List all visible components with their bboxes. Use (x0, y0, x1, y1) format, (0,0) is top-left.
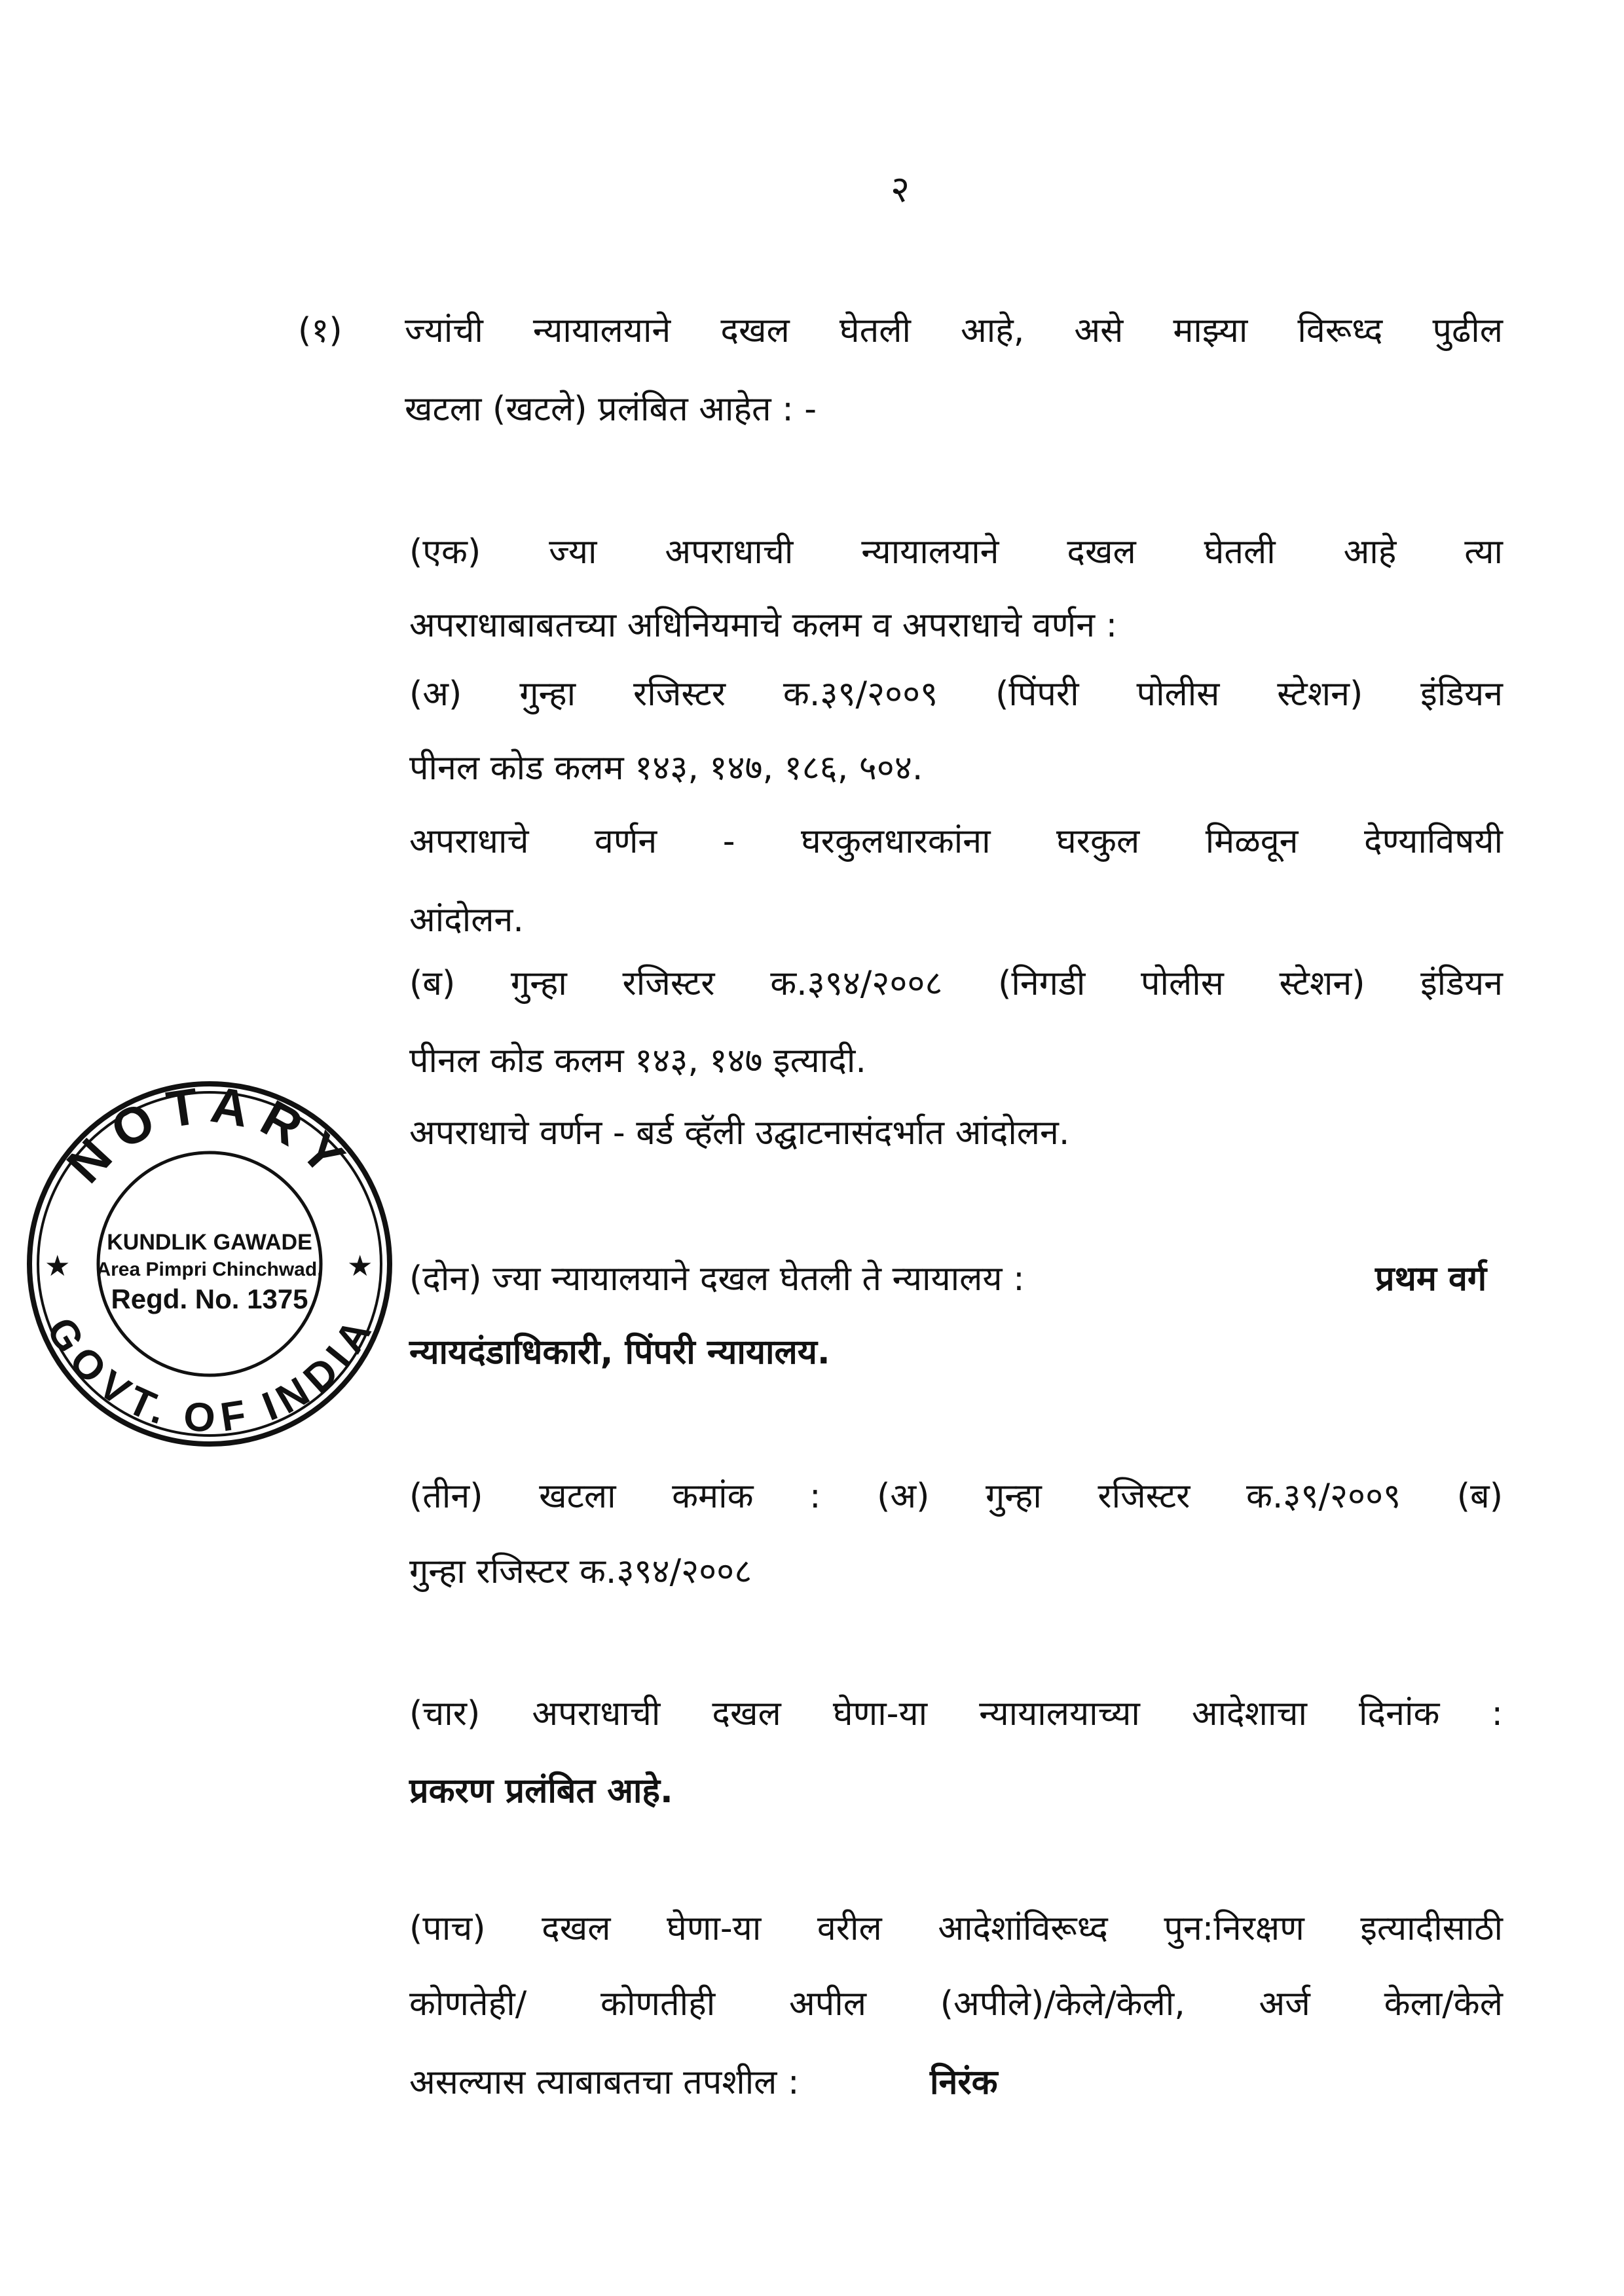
stamp-bottom-text: GOVT. OF INDIA (37, 1310, 382, 1441)
section-line: खटला (खटले) प्रलंबित आहेत : - (405, 390, 817, 429)
notary-stamp (20, 1074, 399, 1454)
item-line: (चार) अपराधाची दखल घेणा-या न्यायालयाच्या आदेशाचा दिनांक : (409, 1694, 1503, 1733)
item-line-bold: न्यायदंडाधिकारी, पिंपरी न्यायालय. (409, 1333, 830, 1372)
stamp-top-text: NOTARY (55, 1075, 364, 1194)
item-line: (दोन) ज्या न्यायालयाने दखल घेतली ते न्यायालय : (409, 1259, 1025, 1299)
item-line: (तीन) खटला कमांक : (अ) गुन्हा रजिस्टर क.३९/२००९ (ब) (409, 1477, 1503, 1516)
item-line-bold: निरंक (930, 2063, 998, 2102)
stamp-area: Area Pimpri Chinchwad, (96, 1259, 323, 1280)
stamp-name: KUNDLIK GAWADE (107, 1230, 312, 1255)
star-icon: ★ (45, 1250, 71, 1283)
star-icon: ★ (347, 1250, 373, 1283)
item-line: (एक) ज्या अपराधाची न्यायालयाने दखल घेतली आहे त्या (409, 532, 1503, 572)
item-line: अपराधाचे वर्णन - घरकुलधारकांना घरकुल मिळवून देण्याविषयी (409, 822, 1503, 861)
stamp-regd: Regd. No. 1375 (111, 1284, 308, 1314)
section-marker: (१) (298, 311, 342, 350)
section-line: ज्यांची न्यायालयाने दखल घेतली आहे, असे माझ्या विरूध्द पुढील (405, 311, 1503, 350)
item-line: पीनल कोड कलम १४३, १४७, १८६, ५०४. (409, 749, 923, 788)
item-line: (ब) गुन्हा रजिस्टर क.३९४/२००८ (निगडी पोलीस स्टेशन) इंडियन (409, 964, 1503, 1003)
item-line: असल्यास त्याबाबतचा तपशील : (409, 2063, 800, 2102)
item-line: आंदोलन. (409, 900, 524, 940)
item-line: कोणतेही/ कोणतीही अपील (अपीले)/केले/केली, अर्ज केला/केले (409, 1984, 1503, 2024)
item-line: (पाच) दखल घेणा-या वरील आदेशांविरूध्द पुन:निरक्षण इत्यादीसाठी (409, 1909, 1503, 1948)
item-line: (अ) गुन्हा रजिस्टर क.३९/२००९ (पिंपरी पोलीस स्टेशन) इंडियन (409, 675, 1503, 714)
page-number: २ (891, 168, 910, 211)
item-line: पीनल कोड कलम १४३, १४७ इत्यादी. (409, 1041, 866, 1081)
item-line: गुन्हा रजिस्टर क.३९४/२००८ (409, 1552, 752, 1591)
item-line-bold: प्रथम वर्ग (1375, 1259, 1487, 1299)
item-line-bold: प्रकरण प्रलंबित आहे. (409, 1771, 673, 1811)
item-line: अपराधाचे वर्णन - बर्ड व्हॅली उद्घाटनासंदर्भात आंदोलन. (409, 1113, 1070, 1153)
item-line: अपराधाबाबतच्या अधिनियमाचे कलम व अपराधाचे वर्णन : (409, 606, 1118, 645)
